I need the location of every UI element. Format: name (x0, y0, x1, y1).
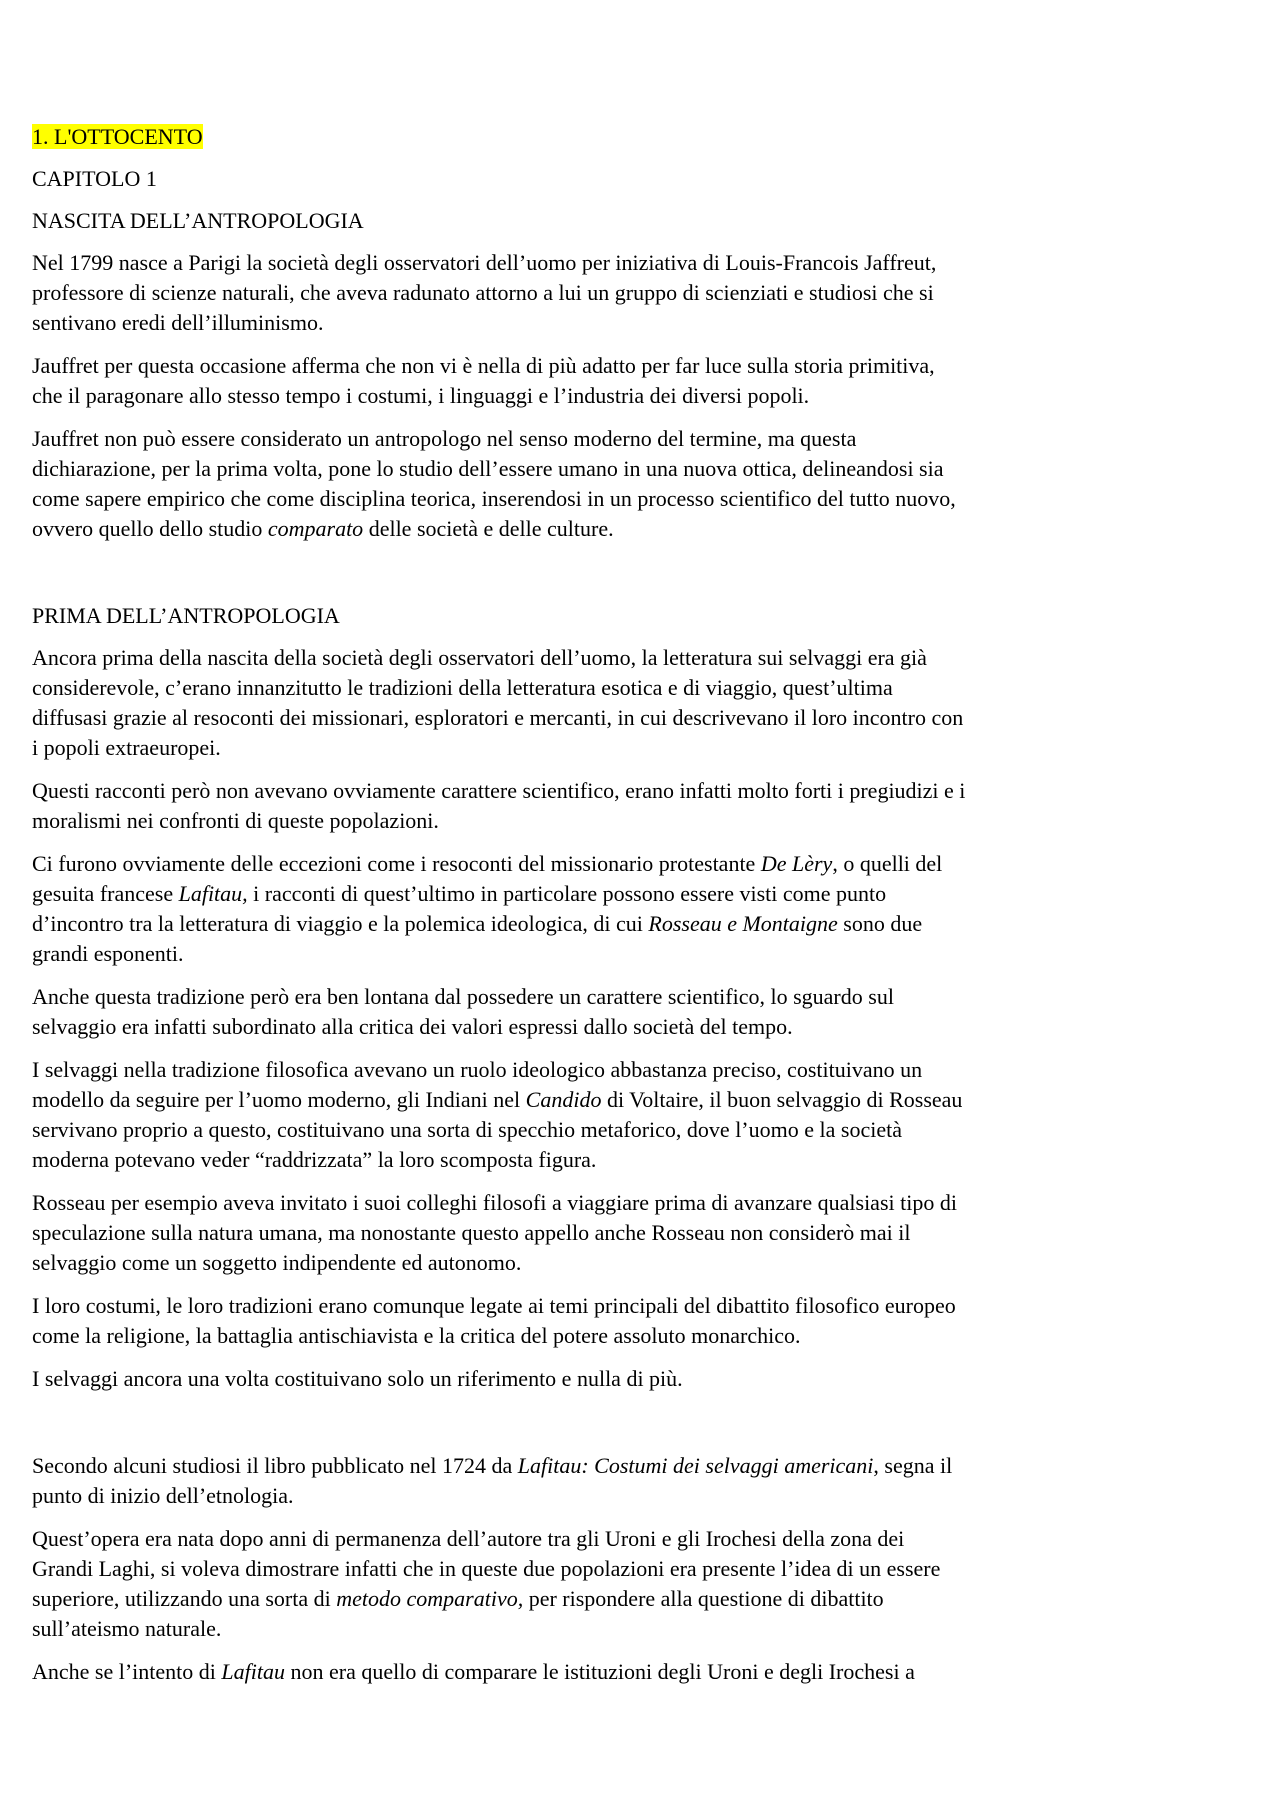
italic-text: De Lèry (760, 851, 833, 876)
paragraph-9 (32, 1188, 1162, 1278)
text-line (32, 909, 1162, 939)
text-line: professore di scienze naturali, che aveva radunato attorno a lui un gruppo di scienziati e studiosi che si (32, 280, 934, 305)
text-line: Jauffret per questa occasione afferma che non vi è nella di più adatto per far luce sulla storia primitiva, (32, 353, 935, 378)
text-run: delle società e delle culture. (363, 516, 614, 541)
text-run: gesuita francese (32, 881, 179, 906)
text-run: di Voltaire, il buon selvaggio di Rosseau (601, 1087, 963, 1112)
paragraph-8 (32, 1055, 1162, 1175)
italic-text: Candido (525, 1087, 602, 1112)
paragraph-12 (32, 1451, 1162, 1511)
text-line: i popoli extraeuropei. (32, 735, 221, 760)
italic-text: metodo comparativo, (336, 1586, 524, 1611)
text-line (32, 514, 1162, 544)
text-line (32, 879, 1162, 909)
text-run: sono due (837, 911, 923, 936)
paragraph-13 (32, 1524, 1162, 1644)
text-run: Ci furono ovviamente delle eccezioni come i resoconti del missionario protestante (32, 851, 761, 876)
text-run: superiore, utilizzando una sorta di (32, 1586, 337, 1611)
text-line: Ancora prima della nascita della società degli osservatori dell’uomo, la letteratura sui selvaggi era già (32, 645, 927, 670)
text-line (32, 849, 1162, 879)
text-line: Quest’opera era nata dopo anni di permanenza dell’autore tra gli Uroni e gli Irochesi della zona dei (32, 1526, 905, 1551)
paragraph-3 (32, 424, 1162, 544)
text-run: ovvero quello dello studio (32, 516, 268, 541)
text-line: come sapere empirico che come disciplina teorica, inserendosi in un processo scientifico del tutto nuovo, (32, 486, 956, 511)
text-run: , o quelli del (832, 851, 943, 876)
text-run: i racconti di quest’ultimo in particolare possono essere visti come punto (247, 881, 887, 906)
text-line: Nel 1799 nasce a Parigi la società degli osservatori dell’uomo per iniziativa di Louis-Francois Jaffreut, (32, 250, 937, 275)
paragraph-4 (32, 643, 1162, 763)
text-line: che il paragonare allo stesso tempo i costumi, i linguaggi e l’industria dei diversi popoli. (32, 383, 810, 408)
text-run: non era quello di comparare le istituzioni degli Uroni e degli Irochesi a (284, 1659, 915, 1684)
text-line: Anche questa tradizione però era ben lontana dal possedere un carattere scientifico, lo sguardo sul (32, 984, 894, 1009)
italic-text: Lafitau, (178, 881, 248, 906)
text-line: Jauffret non può essere considerato un antropologo nel senso moderno del termine, ma questa (32, 426, 857, 451)
highlighted-section-title: 1. L'OTTOCENTO (32, 124, 203, 149)
paragraph-6 (32, 849, 1162, 969)
chapter-label: CAPITOLO 1 (32, 166, 157, 191)
text-line: sull’ateismo naturale. (32, 1616, 222, 1641)
text-line: selvaggio era infatti subordinato alla critica dei valori espressi dallo società del tempo. (32, 1014, 793, 1039)
heading-nascita: NASCITA DELL’ANTROPOLOGIA (32, 208, 364, 233)
text-line: considerevole, c’erano innanzitutto le tradizioni della letteratura esotica e di viaggio, quest’ultima (32, 675, 893, 700)
italic-text: Lafitau (221, 1659, 285, 1684)
paragraph-2 (32, 351, 1162, 411)
text-line: moderna potevano veder “raddrizzata” la loro scomposta figura. (32, 1147, 597, 1172)
text-line: sentivano eredi dell’illuminismo. (32, 310, 324, 335)
text-run: Secondo alcuni studiosi il libro pubblicato nel 1724 da (32, 1453, 518, 1478)
paragraph-11 (32, 1364, 1162, 1394)
text-line (32, 1451, 1162, 1481)
text-line (32, 1657, 1162, 1687)
text-line: punto di inizio dell’etnologia. (32, 1483, 294, 1508)
text-line: I selvaggi ancora una volta costituivano solo un riferimento e nulla di più. (32, 1366, 683, 1391)
text-line: come la religione, la battaglia antischiavista e la critica del potere assoluto monarchico. (32, 1323, 801, 1348)
paragraph-7 (32, 982, 1162, 1042)
paragraph-14 (32, 1657, 1162, 1687)
italic-text: Lafitau: Costumi dei selvaggi americani (517, 1453, 874, 1478)
heading-prima: PRIMA DELL’ANTROPOLOGIA (32, 603, 340, 628)
text-line: Grandi Laghi, si voleva dimostrare infatti che in queste due popolazioni era presente l’idea di un essere (32, 1556, 941, 1581)
text-run: d’incontro tra la letteratura di viaggio e la polemica ideologica, di cui (32, 911, 649, 936)
text-run: Anche se l’intento di (32, 1659, 222, 1684)
text-line: diffusasi grazie al resoconti dei missionari, esploratori e mercanti, in cui descrivevano il loro incontro con (32, 705, 964, 730)
italic-text: Rosseau e Montaigne (648, 911, 838, 936)
text-line: servivano proprio a questo, costituivano una sorta di specchio metaforico, dove l’uomo e la società (32, 1117, 902, 1142)
text-line: speculazione sulla natura umana, ma nonostante questo appello anche Rosseau non considerò mai il (32, 1220, 911, 1245)
section-title (32, 122, 1162, 152)
text-line: grandi esponenti. (32, 941, 184, 966)
text-line (32, 1085, 1162, 1115)
text-line: dichiarazione, per la prima volta, pone lo studio dell’essere umano in una nuova ottica, delineandosi sia (32, 456, 944, 481)
text-line: moralismi nei confronti di queste popolazioni. (32, 808, 439, 833)
text-line (32, 1584, 1162, 1614)
text-line: I loro costumi, le loro tradizioni erano comunque legate ai temi principali del dibattito filosofico europeo (32, 1293, 956, 1318)
text-run: per rispondere alla questione di dibattito (523, 1586, 884, 1611)
text-line: Rosseau per esempio aveva invitato i suoi colleghi filosofi a viaggiare prima di avanzare qualsiasi tipo di (32, 1190, 957, 1215)
document-body (32, 122, 1162, 1687)
text-line: Questi racconti però non avevano ovviamente carattere scientifico, erano infatti molto forti i pregiudizi e i (32, 778, 966, 803)
paragraph-5 (32, 776, 1162, 836)
italic-text: comparato (267, 516, 364, 541)
text-run: , segna il (873, 1453, 953, 1478)
paragraph-1 (32, 248, 1162, 338)
paragraph-10 (32, 1291, 1162, 1351)
text-line: I selvaggi nella tradizione filosofica avevano un ruolo ideologico abbastanza preciso, costituivano un (32, 1057, 923, 1082)
text-run: modello da seguire per l’uomo moderno, gli Indiani nel (32, 1087, 526, 1112)
text-line: selvaggio come un soggetto indipendente ed autonomo. (32, 1250, 522, 1275)
